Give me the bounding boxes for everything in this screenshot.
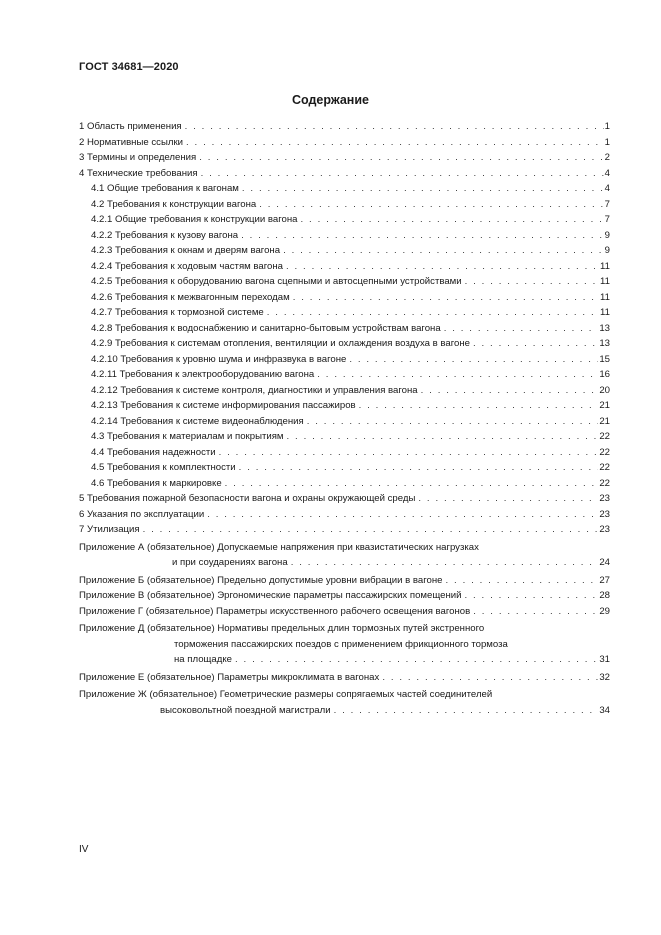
toc-entry-page: 22 (599, 446, 610, 458)
toc-entry[interactable] (79, 259, 610, 275)
toc-entry[interactable] (79, 507, 610, 523)
toc-entry[interactable] (79, 150, 610, 166)
toc-entry-page: 28 (599, 590, 610, 601)
toc-leader-dots (207, 507, 598, 523)
toc-entry[interactable] (79, 290, 610, 306)
toc-leader-dots (283, 243, 604, 259)
toc-entry[interactable] (79, 197, 610, 213)
toc-leader-dots (349, 352, 598, 368)
toc-leader-dots (259, 197, 603, 213)
toc-entry-title: 4.2.6 Требования к межвагонным переходам (91, 291, 290, 303)
toc-entry[interactable] (79, 491, 610, 507)
toc-entry-page: 23 (599, 493, 610, 504)
toc-entry[interactable] (79, 336, 610, 352)
toc-entry-title: 5 Требования пожарной безопасности вагона и охраны окружающей среды (79, 493, 416, 504)
toc-entry-title: Приложение Ж (обязательное) Геометрические размеры сопрягаемых частей соединителей (79, 689, 493, 700)
toc-entry-title: 4.4 Требования надежности (91, 446, 216, 458)
toc-entry-title: Приложение Г (обязательное) Параметры искусственного рабочего освещения вагонов (79, 605, 471, 617)
toc-leader-dots (334, 703, 599, 719)
toc-entry[interactable] (79, 367, 610, 383)
toc-leader-dots (444, 321, 599, 337)
toc-leader-dots (359, 398, 599, 414)
toc-entry-page: 23 (599, 524, 610, 535)
toc-leader-dots (473, 336, 598, 352)
toc-entry-title: на площадке (174, 654, 233, 665)
toc-entry-title: 4.6 Требования к маркировке (91, 477, 222, 489)
toc-entry[interactable] (79, 119, 610, 135)
page-number: IV (79, 844, 89, 855)
toc-entry-title: 4.2.7 Требования к тормозной системе (91, 307, 264, 318)
toc-entry-page: 34 (599, 704, 610, 716)
toc-entry-title: 4.5 Требования к комплектности (91, 462, 236, 473)
toc-entry-title: 3 Термины и определения (79, 152, 197, 163)
toc-leader-dots (225, 476, 599, 492)
toc-leader-dots (421, 383, 599, 399)
toc-leader-dots (307, 414, 599, 430)
table-of-contents (79, 119, 610, 718)
toc-entry[interactable] (79, 305, 610, 321)
toc-entry[interactable] (79, 414, 610, 430)
toc-entry-page: 11 (600, 276, 610, 287)
toc-entry-page: 1 (604, 121, 610, 132)
toc-entry-title: 4.2.2 Требования к кузову вагона (91, 229, 239, 241)
toc-entry[interactable] (79, 522, 610, 538)
toc-entry-page: 11 (600, 291, 610, 303)
toc-entry-page: 29 (599, 605, 610, 617)
toc-entry-page: 16 (599, 369, 610, 380)
toc-entry[interactable] (79, 604, 610, 620)
toc-leader-dots (291, 555, 599, 571)
toc-entry-title: 7 Утилизация (79, 524, 140, 535)
toc-entry-page: 22 (599, 462, 610, 473)
toc-entry-page: 7 (604, 214, 610, 225)
toc-entry[interactable] (79, 445, 610, 461)
toc-leader-dots (185, 119, 604, 135)
toc-leader-dots (287, 429, 599, 445)
toc-entry-page: 9 (604, 229, 610, 241)
toc-entry[interactable] (79, 166, 610, 182)
toc-entry-title: 4.2.1 Общие требования к конструкции вагона (91, 214, 298, 225)
toc-entry-title: 4.2.3 Требования к окнам и дверям вагона (91, 245, 281, 256)
toc-entry-page: 21 (599, 415, 610, 427)
toc-entry[interactable] (79, 398, 610, 414)
toc-leader-dots (186, 135, 604, 151)
toc-entry[interactable] (79, 588, 610, 604)
toc-entry-title: 4.2.11 Требования к электрооборудованию вагона (91, 369, 315, 380)
toc-leader-dots (241, 228, 604, 244)
toc-entry-page: 4 (604, 167, 610, 179)
toc-entry-page: 11 (600, 260, 610, 272)
toc-entry[interactable] (79, 228, 610, 244)
toc-entry[interactable] (79, 670, 610, 686)
toc-entry-page: 31 (599, 654, 610, 665)
toc-leader-dots (473, 604, 598, 620)
toc-entry-title: 2 Нормативные ссылки (79, 136, 184, 148)
toc-leader-dots (382, 670, 598, 686)
toc-entry-title: Приложение Е (обязательное) Параметры микроклимата в вагонах (79, 671, 380, 683)
toc-entry[interactable] (79, 540, 610, 571)
toc-leader-dots (267, 305, 599, 321)
toc-entry-page: 24 (599, 557, 610, 568)
toc-entry-page: 22 (599, 431, 610, 442)
toc-entry-page: 13 (599, 338, 610, 349)
toc-entry-page: 13 (599, 322, 610, 334)
toc-entry-page: 27 (599, 574, 610, 586)
toc-entry-title: 4.1 Общие требования к вагонам (91, 183, 239, 194)
toc-entry-page: 15 (599, 353, 610, 365)
toc-entry-title: 4.2.8 Требования к водоснабжению и санитарно-бытовым устройствам вагона (91, 322, 441, 334)
toc-entry[interactable] (79, 687, 610, 718)
toc-entry-page: 7 (604, 198, 610, 210)
toc-entry-page: 1 (604, 136, 610, 148)
document-header: ГОСТ 34681—2020 (79, 61, 179, 73)
toc-entry-title: 4.2.13 Требования к системе информирования пассажиров (91, 400, 356, 411)
toc-leader-dots (301, 212, 604, 228)
toc-entry[interactable] (79, 429, 610, 445)
toc-entry[interactable] (79, 621, 610, 668)
toc-entry[interactable] (79, 383, 610, 399)
toc-leader-dots (465, 274, 599, 290)
toc-entry-page: 20 (599, 384, 610, 396)
toc-entry[interactable] (79, 352, 610, 368)
toc-leader-dots (199, 150, 603, 166)
toc-entry[interactable] (79, 243, 610, 259)
toc-entry-title: и при соударениях вагона (172, 557, 288, 568)
toc-entry-page: 4 (604, 183, 610, 194)
toc-leader-dots (286, 259, 599, 275)
toc-entry-page: 23 (599, 508, 610, 520)
toc-entry-title: 4.2.10 Требования к уровню шума и инфразвука в вагоне (91, 353, 347, 365)
toc-entry-title: 4.2.12 Требования к системе контроля, диагностики и управления вагона (91, 384, 418, 396)
toc-entry-title: торможения пассажирских поездов с применением фрикционного тормоза (174, 638, 508, 650)
toc-entry-title: 4.2.4 Требования к ходовым частям вагона (91, 260, 283, 272)
toc-leader-dots (317, 367, 598, 383)
toc-entry-title: 4.2.9 Требования к системам отопления, вентиляции и охлаждения воздуха в вагоне (91, 338, 470, 349)
toc-entry[interactable] (79, 573, 610, 589)
toc-leader-dots (293, 290, 599, 306)
toc-entry-title: 4.2 Требования к конструкции вагона (91, 198, 257, 210)
toc-entry-title: 4 Технические требования (79, 167, 198, 179)
toc-entry[interactable] (79, 321, 610, 337)
toc-entry[interactable] (79, 181, 610, 197)
toc-entry-page: 9 (604, 245, 610, 256)
toc-entry-title: 1 Область применения (79, 121, 182, 132)
toc-entry[interactable] (79, 274, 610, 290)
toc-entry-title: Приложение Д (обязательное) Нормативы предельных длин тормозных путей экстренного (79, 623, 485, 634)
toc-leader-dots (235, 652, 598, 668)
toc-entry-page: 22 (599, 477, 610, 489)
toc-leader-dots (242, 181, 604, 197)
toc-entry-title: высоковольтной поездной магистрали (160, 704, 331, 716)
toc-entry-title: 6 Указания по эксплуатации (79, 508, 205, 520)
toc-entry-page: 2 (604, 152, 610, 163)
toc-entry-page: 11 (600, 307, 610, 318)
toc-entry[interactable] (79, 476, 610, 492)
toc-leader-dots (143, 522, 599, 538)
toc-entry[interactable] (79, 135, 610, 151)
toc-entry-title: 4.2.14 Требования к системе видеонаблюдения (91, 415, 304, 427)
toc-entry-page: 21 (599, 400, 610, 411)
toc-entry-title: Приложение Б (обязательное) Предельно допустимые уровни вибрации в вагоне (79, 574, 443, 586)
toc-entry-title: Приложение А (обязательное) Допускаемые напряжения при квазистатических нагрузках (79, 541, 479, 553)
toc-entry[interactable] (79, 460, 610, 476)
toc-entry-page: 32 (599, 671, 610, 683)
toc-leader-dots (239, 460, 599, 476)
toc-leader-dots (418, 491, 598, 507)
toc-leader-dots (446, 573, 599, 589)
toc-leader-dots (201, 166, 604, 182)
toc-entry-title: 4.2.5 Требования к оборудованию вагона сцепными и автосцепными устройствами (91, 276, 462, 287)
toc-entry-title: 4.3 Требования к материалам и покрытиям (91, 431, 284, 442)
toc-leader-dots (464, 588, 598, 604)
toc-entry-title: Приложение В (обязательное) Эргономические параметры пассажирских помещений (79, 590, 462, 601)
toc-entry[interactable] (79, 212, 610, 228)
page-title: Содержание (291, 93, 369, 107)
toc-leader-dots (219, 445, 599, 461)
